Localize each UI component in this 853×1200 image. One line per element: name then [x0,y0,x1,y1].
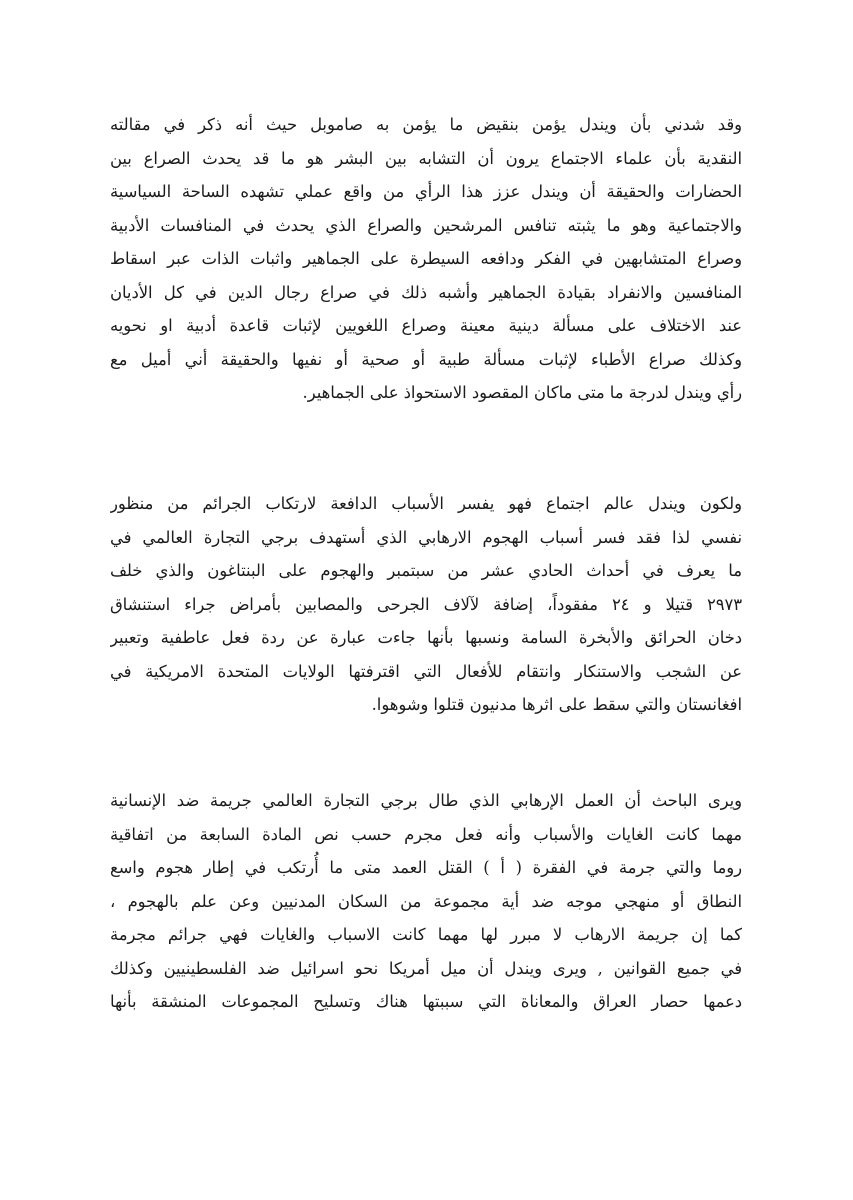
paragraph-line: ويرى الباحث أن العمل الإرهابي الذي طال برجي التجارة العالمي جريمة ضد الإنسانية [110,791,742,810]
paragraph-1 [110,108,742,410]
paragraph-line: روما والتي جرمة في الفقرة ( أ ) القتل العمد متى ما أُرتكب في إطار هجوم واسع [110,858,742,877]
paragraph-line: الحضارات والحقيقة أن ويندل عزز هذا الرأي من واقع عملي تشهده الساحة السياسية [110,182,742,201]
paragraph-line: دعمها حصار العراق والمعاناة التي سببتها هناك وتسليح المجموعات المنشقة بأنها [110,992,742,1011]
paragraph-line: وصراع المتشابهين في الفكر ودافعه السيطرة على الجماهير واثبات الذات عبر اسقاط [110,249,742,268]
paragraph-line: ٢٩٧٣ قتيلا و ٢٤ مفقوداً، إضافة لآلاف الجرحى والمصابين بأمراض جراء استنشاق [110,594,742,614]
paragraph-line: رأي ويندل لدرجة ما متى ماكان المقصود الاستحواذ على الجماهير. [302,383,742,402]
paragraph-line: دخان الحرائق والأبخرة السامة ونسبها بأنها جاءت عبارة عن ردة فعل عاطفية وتعبير [110,628,742,647]
paragraph-line: ما يعرف في أحداث الحادي عشر من سبتمبر والهجوم على البنتاغون والذي خلف [110,561,742,580]
paragraph-line: وكذلك صراع الأطباء لإثبات مسألة طبية أو صحية أو نفيها والحقيقة أني أميل مع [110,349,742,369]
paragraph-2 [110,487,742,722]
paragraph-line: النطاق أو منهجي موجه ضد أية مجموعة من السكان المدنيين وعن علم بالهجوم ، [110,891,742,911]
paragraph-line: والاجتماعية وهو ما يثبته تنافس المرشحين والصراع الذي يحدث في المنافسات الأدبية [110,215,742,235]
paragraph-line: ولكون ويندل عالم اجتماع فهو يفسر الأسباب الدافعة لارتكاب الجرائم من منظور [110,494,742,513]
paragraph-line: مهما كانت الغايات والأسباب وأنه فعل مجرم حسب نص المادة السابعة من اتفاقية [110,824,742,844]
paragraph-line: نفسي لذا فقد فسر أسباب الهجوم الارهابي الذي أستهدف برجي التجارة العالمي في [110,527,742,547]
paragraph-line: افغانستان والتي سقط على اثرها مدنيون قتلوا وشوهوا. [371,695,742,714]
paragraph-line: في جميع القوانين , ويرى ويندل أن ميل أمريكا نحو اسرائيل ضد الفلسطينيين وكذلك [110,958,742,978]
paragraph-line: عن الشجب والاستنكار وانتقام للأفعال التي اقترفتها الولايات المتحدة الامريكية في [110,661,742,681]
paragraph-line: النقدية بأن علماء الاجتماع يرون أن التشابه بين البشر هو ما قد يحدث الصراع بين [110,148,742,168]
paragraph-line: المنافسين والانفراد بقيادة الجماهير وأشبه ذلك في صراع رجال الدين في كل الأديان [110,282,742,302]
paragraph-line: وقد شدني بأن ويندل يؤمن بنقيض ما يؤمن به صاموبل حيث أنه ذكر في مقالته [110,115,742,134]
paragraph-3 [110,784,742,1019]
paragraph-line: عند الاختلاف على مسألة دينية معينة وصراع اللغويين لإثبات قاعدة أدبية او نحويه [110,316,742,335]
paragraph-line: كما إن جريمة الارهاب لا مبرر لها مهما كانت الاسباب والغايات فهي جرائم مجرمة [110,925,742,944]
